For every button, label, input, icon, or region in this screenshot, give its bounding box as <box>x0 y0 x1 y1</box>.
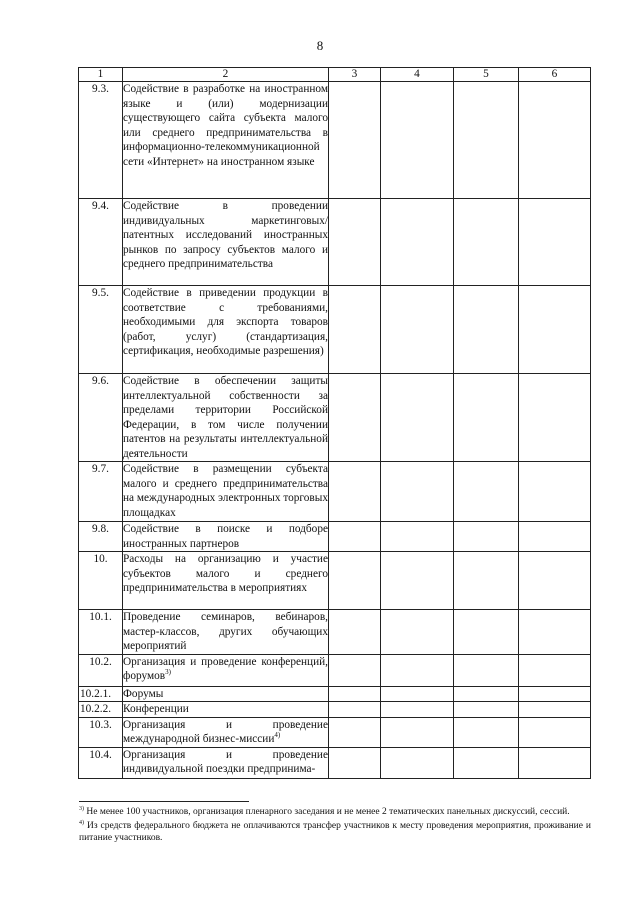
table-row <box>79 686 591 702</box>
empty-cell-col-4 <box>381 552 454 610</box>
footnote-ref: 4) <box>274 731 281 740</box>
empty-cell-col-4 <box>381 717 454 747</box>
empty-cell-col-3 <box>329 747 381 778</box>
row-description <box>123 199 329 286</box>
table-row <box>79 747 591 778</box>
empty-cell-col-6 <box>519 717 591 747</box>
empty-cell-col-4 <box>381 82 454 199</box>
row-description-text: Расходы на организацию и участие субъектов малого и среднего предпринимательства в мероприятиях <box>123 553 328 594</box>
row-number: 10.2.1. <box>79 686 123 702</box>
page-number: 8 <box>316 38 324 53</box>
row-number: 9.4. <box>79 199 123 286</box>
empty-cell-col-3 <box>329 522 381 552</box>
empty-cell-col-3 <box>329 286 381 374</box>
empty-cell-col-6 <box>519 199 591 286</box>
row-description-text: Проведение семинаров, вебинаров, мастер-классов, других обучающих мероприятий <box>123 611 328 652</box>
empty-cell-col-5 <box>454 610 519 655</box>
empty-cell-col-3 <box>329 552 381 610</box>
empty-cell-col-6 <box>519 654 591 686</box>
empty-cell-col-5 <box>454 717 519 747</box>
row-description <box>123 82 329 199</box>
empty-cell-col-4 <box>381 199 454 286</box>
row-description-text: Организация и проведение индивидуальной поездки предпринима- <box>123 748 328 775</box>
empty-cell-col-6 <box>519 702 591 718</box>
footnote-text: Не менее 100 участников, организация пленарного заседания и не менее 2 тематических панельных дискуссий, сессий. <box>84 807 570 817</box>
table-row <box>79 522 591 552</box>
footnote-mark: 3) <box>79 805 84 812</box>
empty-cell-col-4 <box>381 654 454 686</box>
empty-cell-col-6 <box>519 462 591 522</box>
table-row <box>79 610 591 655</box>
row-description <box>123 686 329 702</box>
table-row <box>79 374 591 462</box>
row-description <box>123 702 329 718</box>
table-row <box>79 199 591 286</box>
table-row <box>79 552 591 610</box>
empty-cell-col-5 <box>454 654 519 686</box>
footnote-ref: 3) <box>165 668 171 677</box>
empty-cell-col-4 <box>381 374 454 462</box>
row-number: 9.3. <box>79 82 123 199</box>
empty-cell-col-3 <box>329 654 381 686</box>
footnotes <box>79 806 591 846</box>
row-number: 10.2. <box>79 654 123 686</box>
expense-table <box>78 67 591 779</box>
table-body <box>79 82 591 779</box>
footnote <box>79 806 591 819</box>
row-description-text: Содействие в приведении продукции в соответствие с требованиями, необходимыми для экспорта товаров (работ, услуг) (стандартизация, сертификация, необходимые разрешения) <box>123 287 328 357</box>
footnote-separator <box>79 801 249 802</box>
empty-cell-col-5 <box>454 702 519 718</box>
empty-cell-col-3 <box>329 610 381 655</box>
row-description <box>123 522 329 552</box>
empty-cell-col-5 <box>454 286 519 374</box>
row-number: 9.7. <box>79 462 123 522</box>
header-col-6: 6 <box>519 68 591 82</box>
empty-cell-col-6 <box>519 374 591 462</box>
row-number: 10. <box>79 552 123 610</box>
row-number: 10.1. <box>79 610 123 655</box>
footnote-text: Из средств федерального бюджета не оплачиваются трансфер участников к месту проведения мероприятия, проживание и питание участников. <box>79 820 591 844</box>
empty-cell-col-4 <box>381 462 454 522</box>
footnote <box>79 820 591 845</box>
empty-cell-col-6 <box>519 82 591 199</box>
empty-cell-col-6 <box>519 522 591 552</box>
header-col-4: 4 <box>381 68 454 82</box>
empty-cell-col-4 <box>381 747 454 778</box>
row-description <box>123 717 329 747</box>
table-row <box>79 654 591 686</box>
row-description-text: Организация и проведение международной бизнес-миссии <box>123 718 328 745</box>
table-header-row <box>79 68 591 82</box>
row-description-text: Конференции <box>123 703 189 715</box>
row-description <box>123 462 329 522</box>
empty-cell-col-4 <box>381 522 454 552</box>
row-number: 9.6. <box>79 374 123 462</box>
row-description-text: Форумы <box>123 687 164 700</box>
empty-cell-col-6 <box>519 552 591 610</box>
header-col-3: 3 <box>329 68 381 82</box>
table-row <box>79 717 591 747</box>
empty-cell-col-6 <box>519 610 591 655</box>
row-number: 10.4. <box>79 747 123 778</box>
empty-cell-col-3 <box>329 199 381 286</box>
empty-cell-col-3 <box>329 82 381 199</box>
empty-cell-col-3 <box>329 462 381 522</box>
empty-cell-col-5 <box>454 552 519 610</box>
empty-cell-col-5 <box>454 374 519 462</box>
footnote-mark: 4) <box>79 819 84 826</box>
row-description-text: Содействие в размещении субъекта малого и среднего предпринимательства на международных электронных торговых площадках <box>123 463 328 519</box>
row-description <box>123 286 329 374</box>
empty-cell-col-6 <box>519 747 591 778</box>
empty-cell-col-3 <box>329 374 381 462</box>
empty-cell-col-5 <box>454 747 519 778</box>
row-number: 10.2.2. <box>79 702 123 718</box>
empty-cell-col-6 <box>519 286 591 374</box>
empty-cell-col-4 <box>381 686 454 702</box>
row-description <box>123 552 329 610</box>
empty-cell-col-4 <box>381 286 454 374</box>
table-row <box>79 462 591 522</box>
empty-cell-col-5 <box>454 199 519 286</box>
empty-cell-col-4 <box>381 702 454 718</box>
empty-cell-col-3 <box>329 717 381 747</box>
row-number: 9.8. <box>79 522 123 552</box>
header-col-5: 5 <box>454 68 519 82</box>
row-number: 9.5. <box>79 286 123 374</box>
empty-cell-col-6 <box>519 686 591 702</box>
empty-cell-col-5 <box>454 462 519 522</box>
row-description-text: Организация и проведение конференций, форумов <box>123 655 328 682</box>
empty-cell-col-5 <box>454 522 519 552</box>
empty-cell-col-3 <box>329 686 381 702</box>
row-description <box>123 610 329 655</box>
row-description <box>123 374 329 462</box>
header-col-1: 1 <box>79 68 123 82</box>
row-description-text: Содействие в обеспечении защиты интеллектуальной собственности за пределами территории Российской Федерации, в том числе получении патентов на результаты интеллектуальной деятельности <box>123 375 328 460</box>
row-number: 10.3. <box>79 717 123 747</box>
row-description <box>123 747 329 778</box>
table-row <box>79 82 591 199</box>
empty-cell-col-3 <box>329 702 381 718</box>
empty-cell-col-5 <box>454 82 519 199</box>
row-description <box>123 654 329 686</box>
table-row <box>79 286 591 374</box>
row-description-text: Содействие в проведении индивидуальных маркетинговых/ патентных исследований иностранных рынков по запросу субъектов малого и среднего предпринимательства <box>123 200 328 270</box>
empty-cell-col-4 <box>381 610 454 655</box>
row-description-text: Содействие в разработке на иностранном языке и (или) модернизации существующего сайта субъекта малого или среднего предпринимательства в информационно-телекоммуникационной сети «Интернет» на иностранном языке <box>123 83 328 168</box>
empty-cell-col-5 <box>454 686 519 702</box>
table-row <box>79 702 591 718</box>
header-col-2: 2 <box>123 68 329 82</box>
row-description-text: Содействие в поиске и подборе иностранных партнеров <box>123 523 328 550</box>
